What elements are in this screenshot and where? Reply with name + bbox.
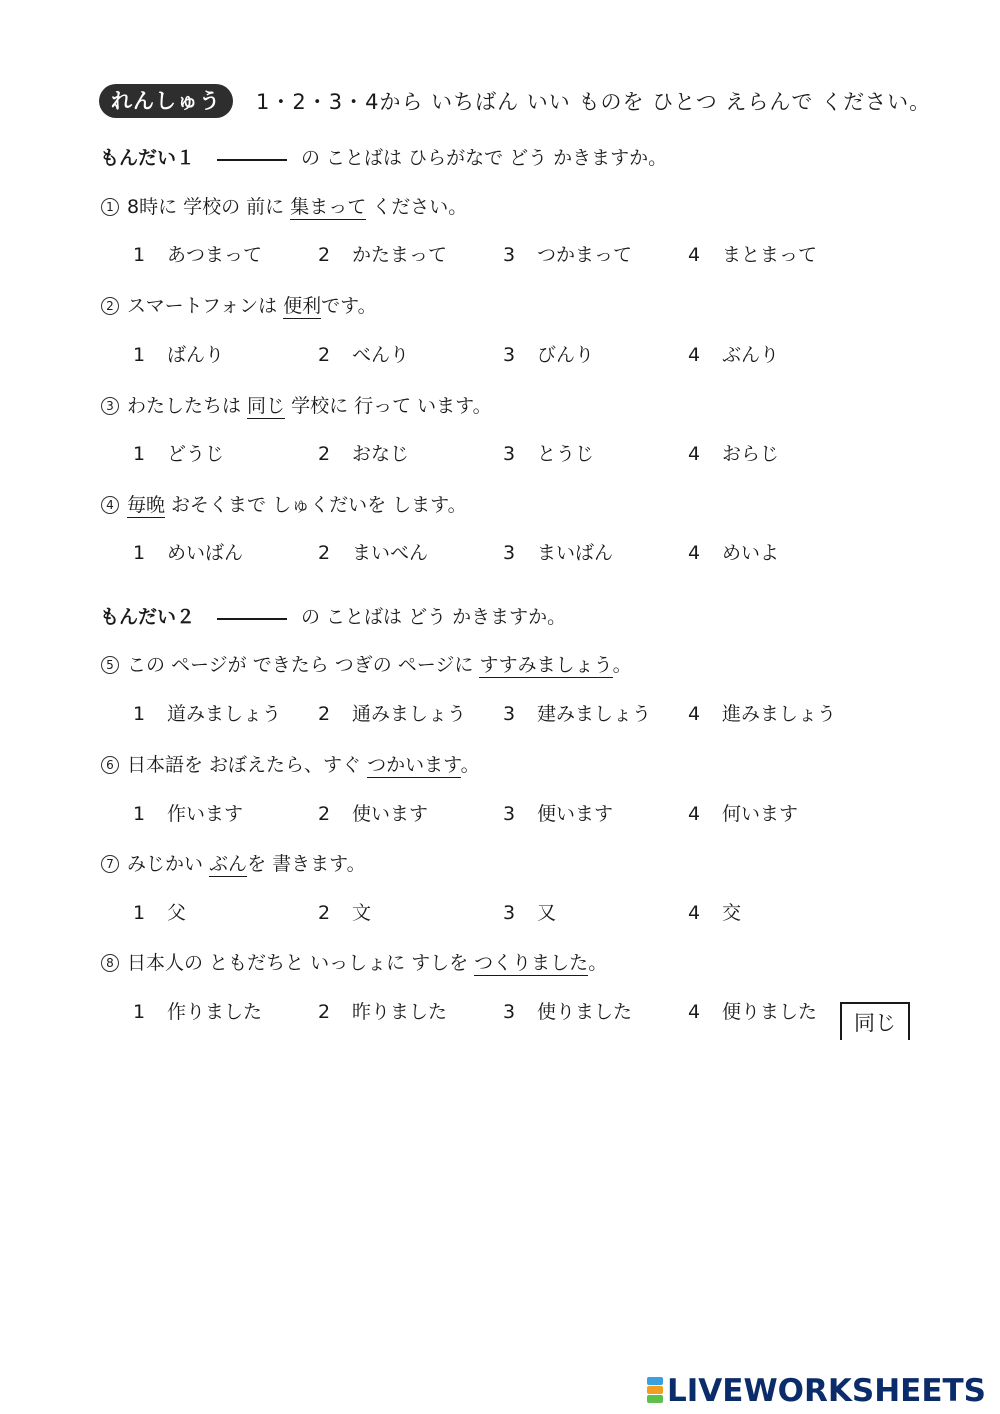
option-4[interactable]: 4 交 <box>688 902 742 924</box>
option-3[interactable]: 3 使りました <box>503 1001 633 1023</box>
option-2[interactable]: 2 使います <box>318 803 429 825</box>
question-number: 5 <box>101 656 119 674</box>
target-word: ぶん <box>209 853 248 875</box>
question-5 <box>101 650 632 677</box>
question-text-after: です。 <box>321 295 377 317</box>
target-word: 集まって <box>290 196 367 218</box>
question-text-after: ください。 <box>366 196 468 218</box>
liveworksheets-logo <box>647 1373 986 1409</box>
question-text-after: 。 <box>588 952 608 974</box>
section-prompt: の ことばは ひらがなで どう かきますか。 <box>301 147 668 169</box>
option-1[interactable]: 1 ばんり <box>133 344 225 366</box>
option-1[interactable]: 1 どうじ <box>133 443 225 465</box>
question-7 <box>101 849 366 876</box>
option-4[interactable]: 4 何います <box>688 803 799 825</box>
option-4[interactable]: 4 便りました <box>688 1001 818 1023</box>
question-number: 2 <box>101 297 119 315</box>
option-4[interactable]: 4 ぶんり <box>688 344 780 366</box>
option-1[interactable]: 1 作います <box>133 803 244 825</box>
section-1-title <box>100 143 667 170</box>
section-title-label: もんだい２ <box>100 606 196 628</box>
option-3[interactable]: 3 建みましょう <box>503 703 652 725</box>
target-word: 同じ <box>247 395 286 417</box>
question-3 <box>101 391 492 418</box>
question-text-before: この ページが できたら つぎの ページに <box>127 654 480 676</box>
question-4 <box>101 490 467 517</box>
option-1[interactable]: 1 父 <box>133 902 187 924</box>
target-word: つくりました <box>474 952 589 974</box>
option-4[interactable]: 4 まとまって <box>688 244 818 266</box>
question-text-after: を 書きます。 <box>247 853 366 875</box>
logo-text: LIVEWORKSHEETS <box>667 1373 986 1409</box>
question-text-before: 日本語を おぼえたら、すぐ <box>127 754 368 776</box>
question-number: 8 <box>101 954 119 972</box>
option-3[interactable]: 3 又 <box>503 902 557 924</box>
section-prompt: の ことばは どう かきますか。 <box>301 606 567 628</box>
practice-badge: れんしゅう <box>99 84 233 118</box>
option-2[interactable]: 2 まいべん <box>318 542 429 564</box>
question-number: 6 <box>101 756 119 774</box>
option-3[interactable]: 3 つかまって <box>503 244 633 266</box>
option-4[interactable]: 4 めいよ <box>688 542 780 564</box>
option-2[interactable]: 2 通みましょう <box>318 703 467 725</box>
instruction-text: 1・2・3・4から いちばん いい ものを ひとつ えらんで ください。 <box>256 90 932 114</box>
option-4[interactable]: 4 進みましょう <box>688 703 837 725</box>
target-word: すすみましょう <box>479 654 613 676</box>
section-2-title <box>100 602 566 629</box>
question-text-before: 8時に 学校の 前に <box>127 196 291 218</box>
section-title-label: もんだい１ <box>100 147 196 169</box>
question-text-after: 。 <box>612 654 632 676</box>
question-number: 1 <box>101 198 119 216</box>
option-1[interactable]: 1 あつまって <box>133 244 263 266</box>
question-text-before: 日本人の ともだちと いっしょに すしを <box>127 952 475 974</box>
blank-line <box>217 157 287 161</box>
question-text-after: 。 <box>460 754 480 776</box>
question-2 <box>101 291 377 318</box>
option-3[interactable]: 3 びんり <box>503 344 595 366</box>
question-text-before: わたしたちは <box>127 395 248 417</box>
option-1[interactable]: 1 作りました <box>133 1001 263 1023</box>
question-text-after: おそくまで しゅくだいを します。 <box>165 494 467 516</box>
option-1[interactable]: 1 めいばん <box>133 542 244 564</box>
question-8 <box>101 948 607 975</box>
option-2[interactable]: 2 おなじ <box>318 443 410 465</box>
answer-box[interactable]: 同じ <box>840 1002 910 1040</box>
option-3[interactable]: 3 便います <box>503 803 614 825</box>
question-6 <box>101 750 480 777</box>
option-2[interactable]: 2 べんり <box>318 344 410 366</box>
option-2[interactable]: 2 昨りました <box>318 1001 448 1023</box>
question-text-before: みじかい <box>127 853 210 875</box>
option-2[interactable]: 2 文 <box>318 902 372 924</box>
logo-icon <box>647 1377 663 1403</box>
option-4[interactable]: 4 おらじ <box>688 443 780 465</box>
question-number: 7 <box>101 855 119 873</box>
question-number: 4 <box>101 496 119 514</box>
question-number: 3 <box>101 397 119 415</box>
blank-line <box>217 616 287 620</box>
option-3[interactable]: 3 とうじ <box>503 443 595 465</box>
target-word: つかいます <box>367 754 461 776</box>
option-2[interactable]: 2 かたまって <box>318 244 448 266</box>
target-word: 毎晩 <box>127 494 166 516</box>
option-3[interactable]: 3 まいばん <box>503 542 614 564</box>
option-1[interactable]: 1 道みましょう <box>133 703 282 725</box>
question-text-after: 学校に 行って います。 <box>285 395 492 417</box>
question-text-before: スマートフォンは <box>127 295 284 317</box>
question-1 <box>101 192 467 219</box>
target-word: 便利 <box>283 295 322 317</box>
